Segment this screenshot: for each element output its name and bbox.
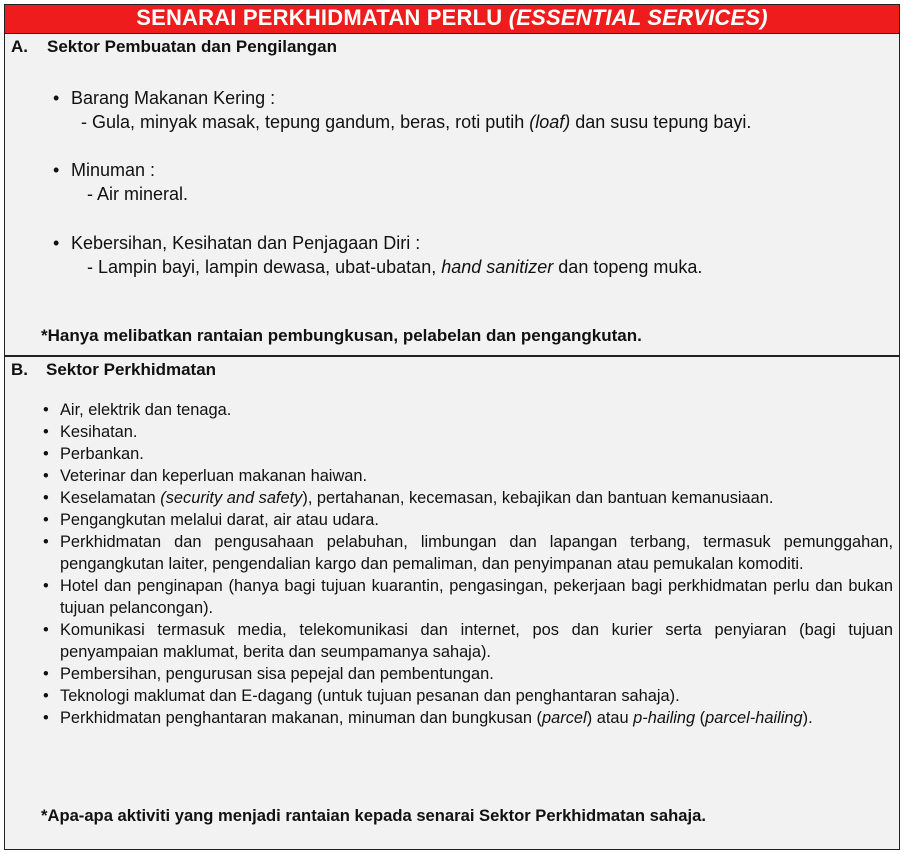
essential-services-document [4, 4, 900, 850]
list-item: • Hotel dan penginapan (hanya bagi tujuan kuarantin, pengasingan, pekerjaan bagi perkhidmatan perlu dan bukan tujuan pelancongan). [41, 575, 893, 619]
services-list [41, 399, 893, 729]
list-item: • Perbankan. [41, 443, 893, 465]
section-a-panel [5, 34, 899, 357]
list-item: • Veterinar dan keperluan makanan haiwan. [41, 465, 893, 487]
section-a-group [53, 86, 751, 134]
title-banner [5, 5, 899, 34]
list-item: • Kesihatan. [41, 421, 893, 443]
title-main: SENARAI PERKHIDMATAN PERLU [136, 5, 509, 30]
group-label: • Kebersihan, Kesihatan dan Penjagaan Diri : [53, 231, 702, 255]
list-item: • Keselamatan (security and safety), pertahanan, kecemasan, kebajikan dan bantuan kemanusiaan. [41, 487, 893, 509]
group-detail: - Lampin bayi, lampin dewasa, ubat-ubatan, hand sanitizer dan topeng muka. [87, 257, 703, 277]
section-a-heading [11, 37, 337, 57]
group-label: • Barang Makanan Kering : [53, 86, 751, 110]
section-a-title: Sektor Pembuatan dan Pengilangan [47, 37, 338, 56]
group-detail: - Gula, minyak masak, tepung gandum, beras, roti putih (loaf) dan susu tepung bayi. [81, 112, 752, 132]
list-item: • Perkhidmatan dan pengusahaan pelabuhan, limbungan dan lapangan terbang, termasuk pemunggahan, pengangkutan laiter, pengendalian kargo dan pemaliman, dan penyimpanan atau pemukalan komoditi. [41, 531, 893, 575]
list-item: • Komunikasi termasuk media, telekomunikasi dan internet, pos dan kurier serta penyiaran (bagi tujuan penyampaian maklumat, berita dan seumpamanya sahaja). [41, 619, 893, 663]
section-a-note: *Hanya melibatkan rantaian pembungkusan, pelabelan dan pengangkutan. [41, 326, 642, 345]
list-item: • Pembersihan, pengurusan sisa pepejal dan pembentungan. [41, 663, 893, 685]
section-b-title: Sektor Perkhidmatan [46, 360, 217, 379]
title-sub: (ESSENTIAL SERVICES) [508, 5, 768, 30]
section-b-note: *Apa-apa aktiviti yang menjadi rantaian kepada senarai Sektor Perkhidmatan sahaja. [41, 806, 706, 825]
section-a-group [53, 231, 702, 279]
list-item: • Teknologi maklumat dan E-dagang (untuk tujuan pesanan dan penghantaran sahaja). [41, 685, 893, 707]
group-detail: - Air mineral. [87, 184, 189, 204]
section-b-heading [11, 360, 216, 380]
list-item: • Pengangkutan melalui darat, air atau udara. [41, 509, 893, 531]
section-b-letter: B. [11, 360, 28, 379]
group-label: • Minuman : [53, 158, 188, 182]
list-item: • Perkhidmatan penghantaran makanan, minuman dan bungkusan (parcel) atau p-hailing (parcel-hailing). [41, 707, 893, 729]
section-b-panel [5, 357, 899, 849]
section-a-letter: A. [11, 37, 28, 56]
list-item: • Air, elektrik dan tenaga. [41, 399, 893, 421]
section-a-group [53, 158, 188, 206]
